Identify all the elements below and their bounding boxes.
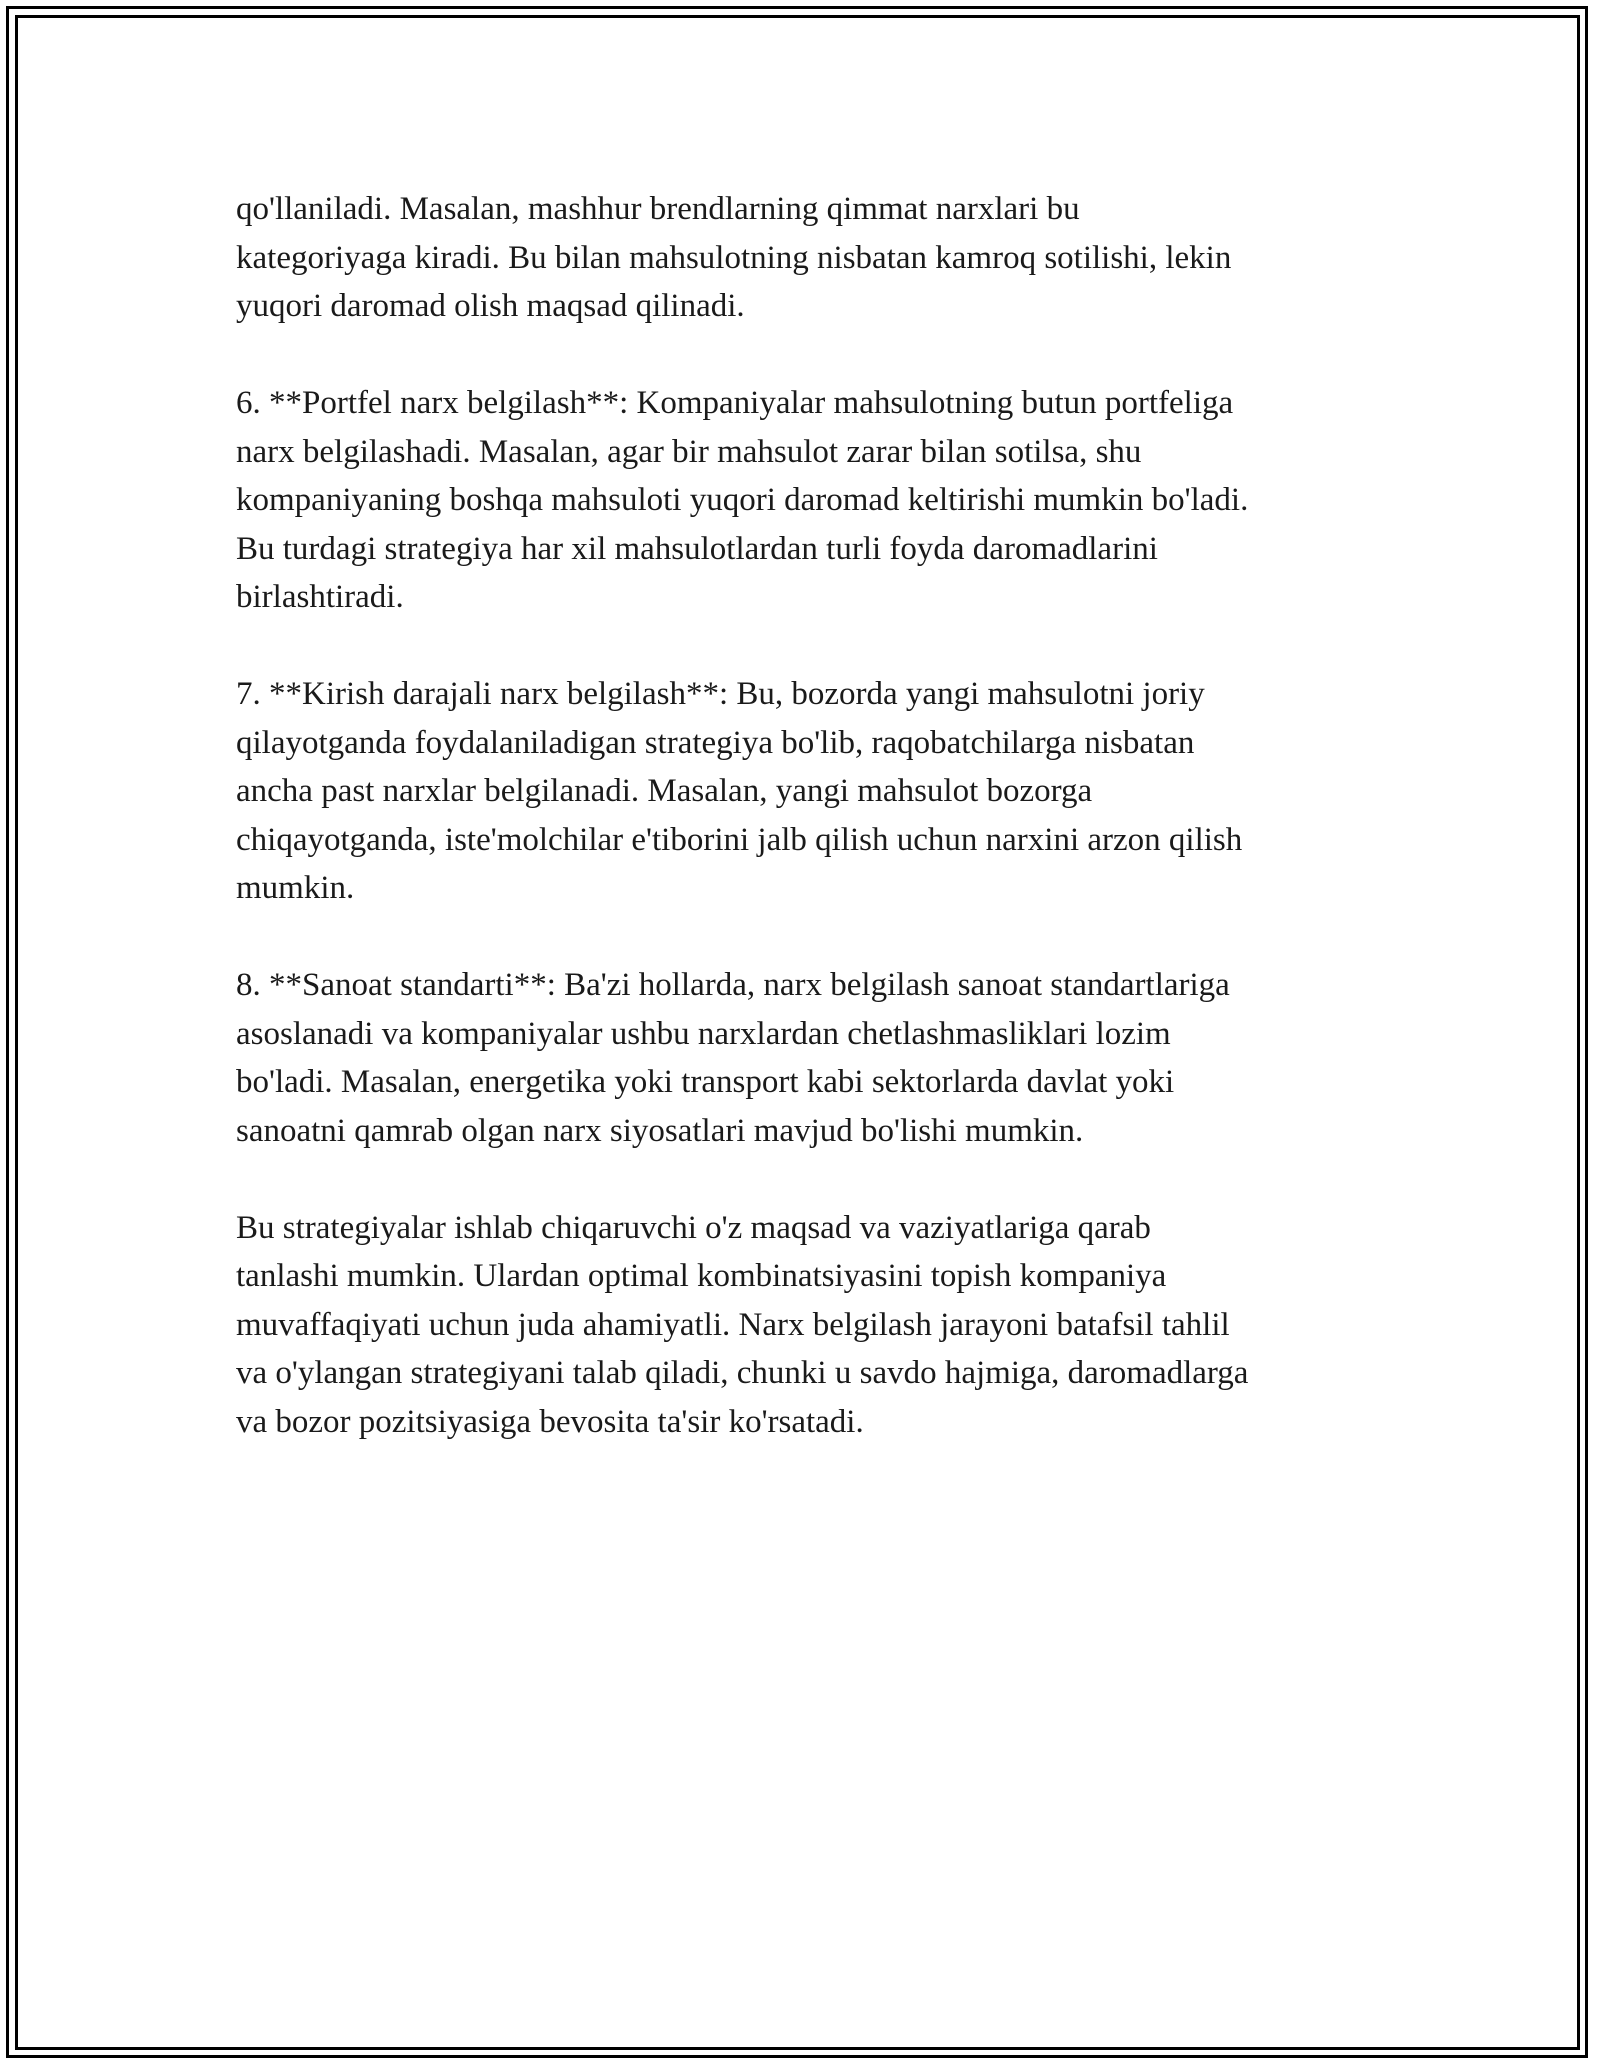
paragraph-industry-standard: 8. **Sanoat standarti**: Ba'zi hollarda, narx belgilash sanoat standartlariga asoslanadi va kompaniyalar ushbu narxlardan chetlashmasliklari lozim bo'ladi. Masalan, energetika yoki transport kabi sektorlarda davlat yoki sanoatni qamrab olgan narx siyosatlari mavjud bo'lishi mumkin.: [236, 967, 1230, 1149]
paragraph-portfolio-pricing: 6. **Portfel narx belgilash**: Kompaniyalar mahsulotning butun portfeliga narx belgilashadi. Masalan, agar bir mahsulot zarar bilan sotilsa, shu kompaniyaning boshqa mahsuloti yuqori daromad keltirishi mumkin bo'ladi. Bu turdagi strategiya har xil mahsulotlardan turli foyda daromadlarini birlashtiradi.: [236, 385, 1249, 615]
paragraph-continuation: qo'llaniladi. Masalan, mashhur brendlarning qimmat narxlari bu kategoriyaga kiradi. Bu bilan mahsulotning nisbatan kamroq sotilishi, lekin yuqori daromad olish maqsad qilinadi.: [236, 191, 1232, 324]
paragraph-conclusion: Bu strategiyalar ishlab chiqaruvchi o'z maqsad va vaziyatlariga qarab tanlashi mumkin. Ulardan optimal kombinatsiyasini topish kompaniya muvaffaqiyati uchun juda ahamiyatli. Narx belgilash jarayoni batafsil tahlil va o'ylangan strategiyani talab qiladi, chunki u savdo hajmiga, daromadlarga va bozor pozitsiyasiga bevosita ta'sir ko'rsatadi.: [236, 1209, 1249, 1440]
document-body: [236, 185, 1376, 1495]
paragraph-penetration-pricing: 7. **Kirish darajali narx belgilash**: Bu, bozorda yangi mahsulotni joriy qilayotganda foydalaniladigan strategiya bo'lib, raqobatchilarga nisbatan ancha past narxlar belgilanadi. Masalan, yangi mahsulot bozorga chiqayotganda, iste'molchilar e'tiborini jalb qilish uchun narxini arzon qilish mumkin.: [236, 676, 1243, 906]
